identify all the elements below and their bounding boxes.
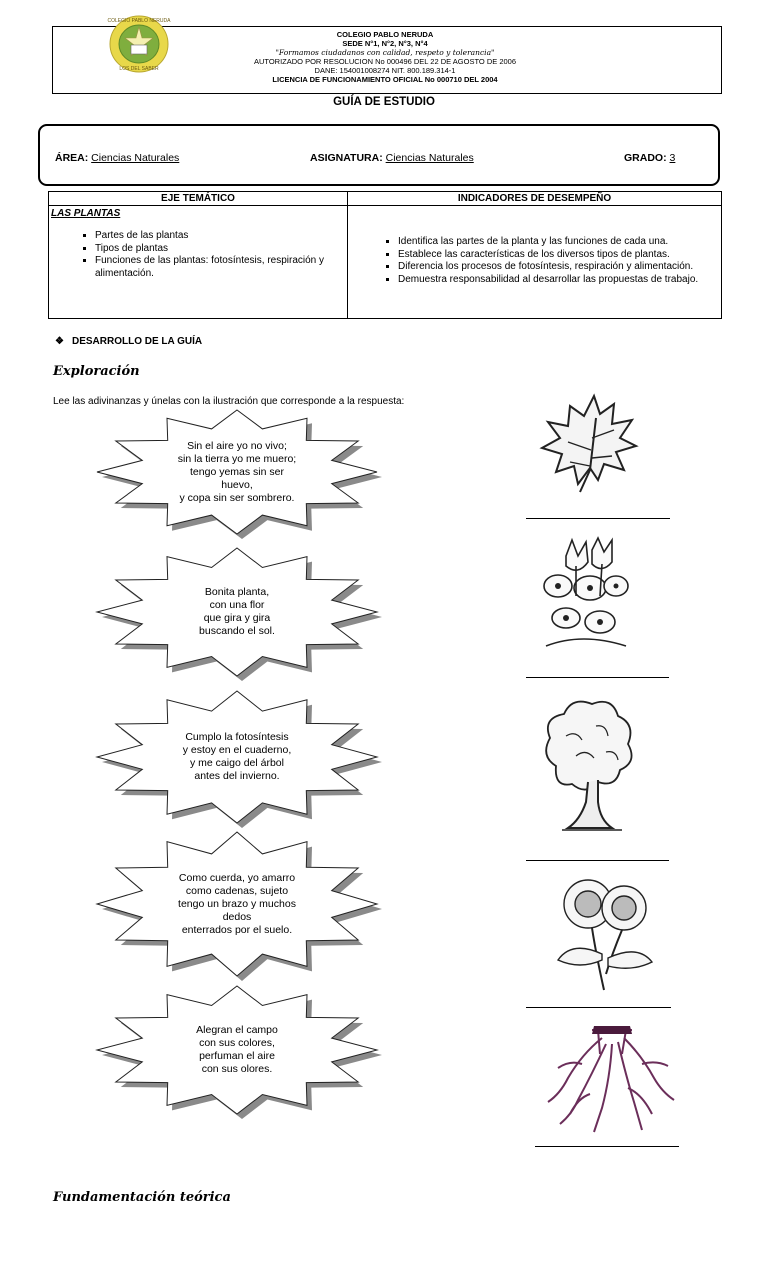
grade-label: GRADO:	[624, 152, 667, 164]
topics-cell	[49, 206, 348, 319]
riddle-line: Alegran el campo	[196, 1024, 278, 1036]
roots-icon[interactable]	[542, 1024, 682, 1134]
indicators-list	[348, 236, 721, 286]
guide-title: GUÍA DE ESTUDIO	[333, 96, 435, 108]
leaf-icon[interactable]	[534, 388, 644, 498]
header-lines	[200, 30, 570, 84]
riddle-line: sin la tierra yo me muero;	[177, 452, 297, 465]
list-item: ▪ Funciones de las plantas: fotosíntesis, respiración y alimentación.	[95, 255, 347, 280]
riddle-text	[167, 440, 307, 505]
answer-line[interactable]	[526, 518, 670, 519]
riddle-line: buscando el sol.	[199, 625, 275, 637]
riddle-line: perfuman el aire	[199, 1050, 275, 1062]
sunflower-icon[interactable]	[552, 874, 662, 994]
col-header-indicators: INDICADORES DE DESEMPEÑO	[348, 192, 722, 206]
development-heading: ❖ DESARROLLO DE LA GUÍA	[55, 336, 203, 347]
area-field	[55, 152, 179, 164]
answer-line[interactable]	[526, 1007, 671, 1008]
list-item: ▪ Diferencia los procesos de fotosíntesis, respiración y alimentación.	[398, 261, 721, 274]
riddle-text	[167, 731, 307, 783]
riddle-line: huevo,	[221, 478, 253, 491]
grade-value: 3	[669, 152, 676, 164]
riddle-line: y me caigo del árbol	[190, 757, 284, 769]
topics-table	[48, 191, 722, 319]
subject-value: Ciencias Naturales	[385, 152, 474, 164]
motto: "Formamos ciudadanos con calidad, respeto y tolerancia"	[275, 48, 495, 57]
list-item: ▪ Tipos de plantas	[95, 243, 347, 256]
subject-field	[310, 152, 474, 164]
area-value: Ciencias Naturales	[91, 152, 180, 164]
flowers-icon[interactable]	[536, 536, 636, 656]
school-name: COLEGIO PABLO NERUDA	[336, 30, 434, 39]
riddle-line: como cadenas, sujeto	[185, 884, 289, 897]
riddle-line: y copa sin ser sombrero.	[179, 491, 295, 504]
riddle-line: tengo yemas sin ser	[190, 465, 284, 478]
indicators-cell	[348, 206, 722, 319]
riddle-line: Cumplo la fotosíntesis	[185, 731, 289, 743]
riddle-line: Sin el aire yo no vivo;	[187, 439, 287, 452]
riddle-line: enterrados por el suelo.	[181, 923, 293, 936]
svg-text:COLEGIO PABLO NERUDA: COLEGIO PABLO NERUDA	[107, 18, 171, 24]
list-item: ▪ Partes de las plantas	[95, 230, 347, 243]
riddle-line: dedos	[222, 910, 252, 923]
riddle-line: antes del invierno.	[194, 770, 280, 782]
answer-line[interactable]	[526, 677, 669, 678]
authorization: AUTORIZADO POR RESOLUCION No 000496 DEL 22 DE AGOSTO DE 2006	[253, 57, 517, 66]
topic-title: LAS PLANTAS	[51, 208, 121, 219]
theory-title: Fundamentación teórica	[53, 1190, 231, 1205]
school-logo	[104, 12, 174, 76]
diamond-bullet-icon: ❖	[55, 336, 64, 347]
instruction: Lee las adivinanzas y únelas con la ilustración que corresponde a la respuesta:	[53, 396, 405, 407]
riddle-line: Bonita planta,	[204, 586, 270, 598]
riddle-text	[167, 586, 307, 638]
riddle-line: con sus olores.	[201, 1063, 273, 1075]
list-item: ▪ Demuestra responsabilidad al desarrollar las propuestas de trabajo.	[398, 274, 721, 287]
sedes: SEDE N°1, N°2, N°3, N°4	[342, 39, 428, 48]
riddle-line: con una flor	[209, 599, 265, 611]
riddle-text	[167, 872, 307, 937]
list-item: ▪ Establece las características de los diversos tipos de plantas.	[398, 249, 721, 262]
license: LICENCIA DE FUNCIONAMIENTO OFICIAL No 000710 DEL 2004	[272, 75, 498, 84]
riddle-line: y estoy en el cuaderno,	[182, 744, 292, 756]
list-item: ▪ Identifica las partes de la planta y las funciones de cada una.	[398, 236, 721, 249]
exploration-title: Exploración	[53, 364, 140, 379]
riddle-line: con sus colores,	[199, 1037, 275, 1049]
riddle-line: que gira y gira	[203, 612, 271, 624]
dane: DANE: 154001008274 NIT. 800.189.314-1	[314, 66, 456, 75]
answer-line[interactable]	[526, 860, 669, 861]
answer-line[interactable]	[535, 1146, 679, 1147]
col-header-topic: EJE TEMÁTICO	[49, 192, 348, 206]
topics-list	[49, 230, 347, 280]
riddle-line: tengo un brazo y muchos	[178, 897, 296, 910]
subject-label: ASIGNATURA:	[310, 152, 383, 164]
riddle-text	[167, 1024, 307, 1076]
tree-icon[interactable]	[536, 696, 636, 836]
area-label: ÁREA:	[55, 152, 89, 164]
svg-text:LOS DEL SABER: LOS DEL SABER	[119, 66, 159, 72]
grade-field	[624, 152, 675, 164]
riddle-line: Como cuerda, yo amarro	[178, 871, 296, 884]
